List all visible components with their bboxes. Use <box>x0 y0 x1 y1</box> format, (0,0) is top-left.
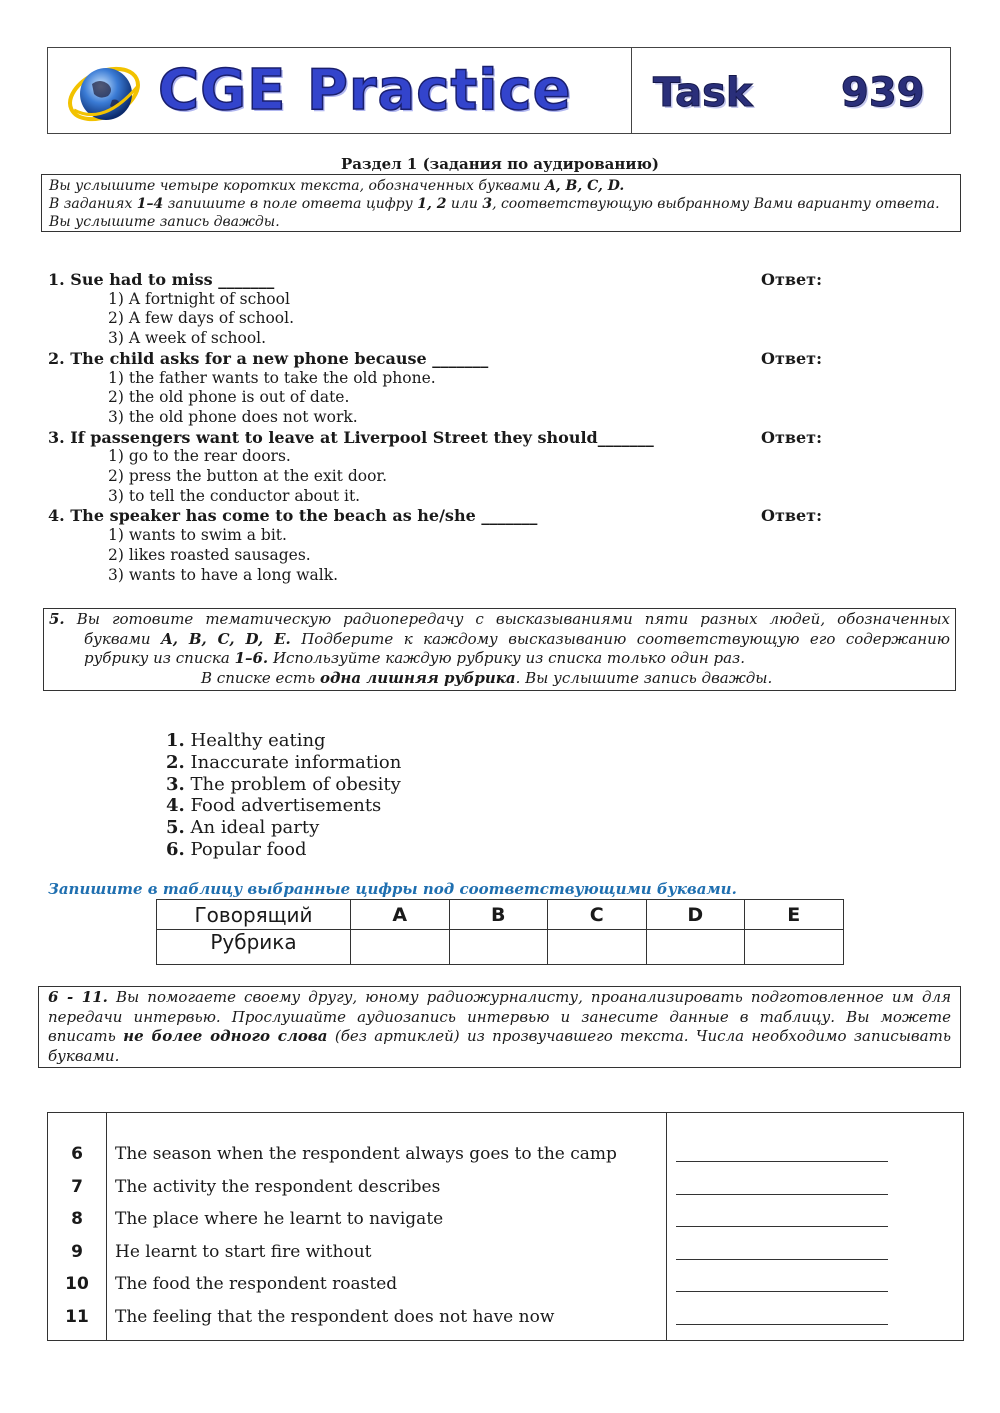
question-3: 3. If passengers want to leave at Liverpool Street they should_______ Ответ: <box>48 427 822 447</box>
section-title: Раздел 1 (задания по аудированию) <box>341 155 659 173</box>
answer-line[interactable] <box>676 1226 888 1227</box>
answer-line[interactable] <box>676 1161 888 1162</box>
answer-label: Ответ: <box>761 270 822 289</box>
task5-instructions: 5. Вы готовите тематическую радиопередачу с высказываниями пяти разных людей, обозначенных буквами A, B, C, D, E. Подберите к каждому высказыванию соответствующую его содержанию рубрику из списка 1–6. Используйте каждую рубрику из списка только один раз. В списке есть одна лишняя рубрика. Вы услышите запись дважды. <box>43 608 956 691</box>
answer-line[interactable] <box>676 1194 888 1195</box>
header-divider <box>631 48 632 133</box>
answer-cell[interactable] <box>548 930 647 965</box>
speaker-letter: A <box>351 900 450 930</box>
table-row: 7 The activity the respondent describes <box>48 1177 963 1209</box>
question-4: 4. The speaker has come to the beach as he/she _______ Ответ: <box>48 506 822 526</box>
speaker-letter: D <box>646 900 745 930</box>
row-header: Рубрика <box>157 930 351 965</box>
speaker-letter: C <box>548 900 647 930</box>
table-row: 6 The season when the respondent always goes to the camp <box>48 1144 963 1176</box>
option[interactable]: 2) likes roasted sausages. <box>108 545 311 564</box>
header-box <box>47 47 951 134</box>
table-row: 10 The food the respondent roasted <box>48 1274 963 1306</box>
task6-11-instructions: 6 - 11. Вы помогаете своему другу, юному радиожурналисту, проанализировать подготовленное им для передачи интервью. Прослушайте аудиозапись интервью и занесите данные в таблицу. Вы можете вписать не более одного слова (без артиклей) из прозвучавшего текста. Числа необходимо записывать буквами. <box>38 986 961 1068</box>
table-row: 8 The place where he learnt to navigate <box>48 1209 963 1241</box>
list-item: 4. Food advertisements <box>166 795 382 817</box>
option[interactable]: 3) wants to have a long walk. <box>108 565 339 584</box>
answer-cell[interactable] <box>745 930 844 965</box>
option[interactable]: 3) A week of school. <box>108 329 267 348</box>
globe-logo-icon <box>64 56 144 128</box>
option[interactable]: 2) the old phone is out of date. <box>108 388 350 407</box>
answer-cell[interactable] <box>351 930 450 965</box>
task-label: Task <box>653 70 753 116</box>
option[interactable]: 1) A fortnight of school <box>108 289 290 308</box>
list-item: 2. Inaccurate information <box>166 751 402 773</box>
answer-label: Ответ: <box>761 348 822 368</box>
table-row <box>157 930 844 965</box>
option[interactable]: 3) to tell the conductor about it. <box>108 486 361 505</box>
option[interactable]: 1) the father wants to take the old phone. <box>108 368 436 387</box>
list-item: 1. Healthy eating <box>166 730 326 751</box>
answer-cell[interactable] <box>646 930 745 965</box>
answer-table <box>156 899 844 965</box>
option[interactable]: 2) press the button at the exit door. <box>108 467 388 486</box>
table-row <box>157 900 844 930</box>
question-1: 1. Sue had to miss _______ Ответ: <box>48 270 822 289</box>
list-item: 5. An ideal party <box>166 817 320 839</box>
table-row: 11 The feeling that the respondent does not have now <box>48 1307 963 1339</box>
task-number: 939 <box>841 70 925 116</box>
answer-cell[interactable] <box>449 930 548 965</box>
questions-list <box>48 270 968 585</box>
table-prompt: Запишите в таблицу выбранные цифры под соответствующими буквами. <box>48 880 737 898</box>
option[interactable]: 3) the old phone does not work. <box>108 407 358 426</box>
listening-instructions: Вы услышите четыре коротких текста, обозначенных буквами A, B, C, D. В заданиях 1–4 запишите в поле ответа цифру 1, 2 или 3, соответствующую выбранному Вами варианту ответа. Вы услышите запись дважды. <box>41 174 961 232</box>
answer-label: Ответ: <box>761 427 822 447</box>
answer-label: Ответ: <box>761 506 822 526</box>
speaker-letter: B <box>449 900 548 930</box>
speaker-letter: E <box>745 900 844 930</box>
rubric-list <box>166 730 401 861</box>
option[interactable]: 2) A few days of school. <box>108 309 295 328</box>
row-header: Говорящий <box>157 900 351 930</box>
interview-table <box>47 1112 964 1341</box>
answer-line[interactable] <box>676 1324 888 1325</box>
list-item: 6. Popular food <box>166 838 307 860</box>
option[interactable]: 1) go to the rear doors. <box>108 447 291 466</box>
answer-line[interactable] <box>676 1291 888 1292</box>
option[interactable]: 1) wants to swim a bit. <box>108 526 287 545</box>
logo-title: CGE Practice <box>158 58 572 123</box>
answer-line[interactable] <box>676 1259 888 1260</box>
question-2: 2. The child asks for a new phone because _______ Ответ: <box>48 348 822 368</box>
table-row: 9 He learnt to start fire without <box>48 1242 963 1274</box>
list-item: 3. The problem of obesity <box>166 773 401 795</box>
